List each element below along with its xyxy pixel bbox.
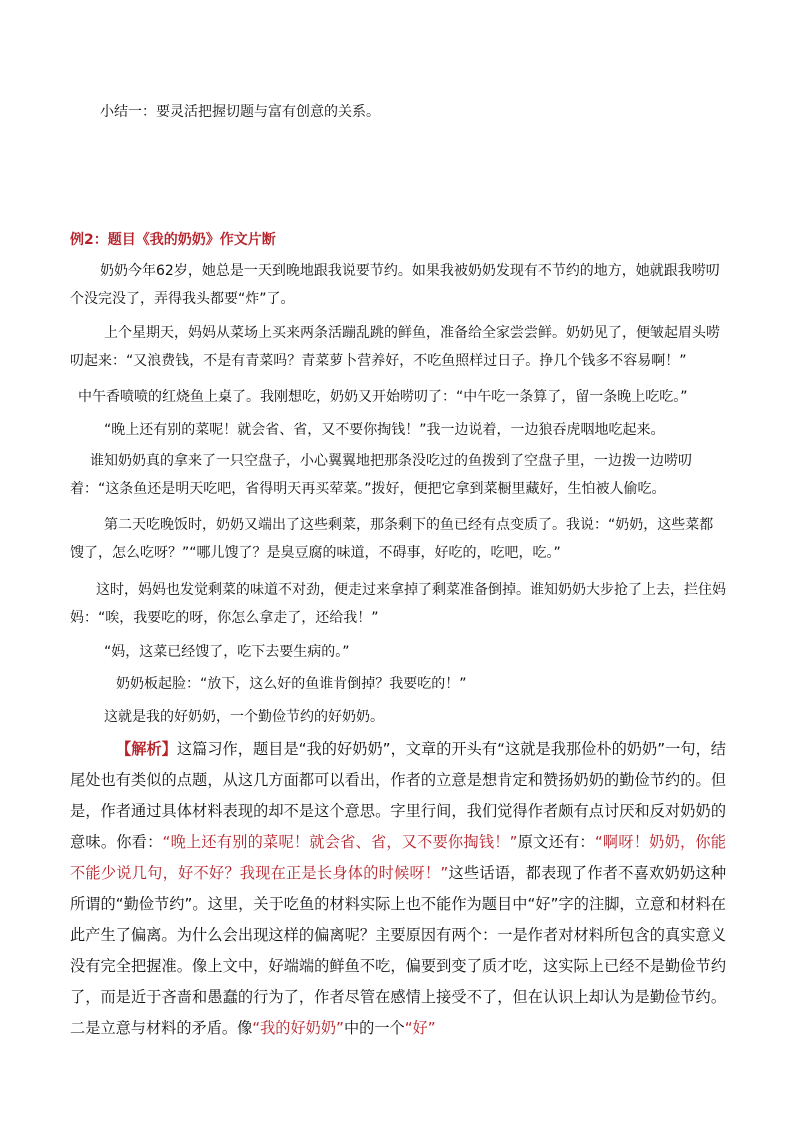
- analysis-text-1: 这篇习作，题目是“我的好奶奶”，文章的开头有“这就是我那俭朴的奶奶”一句，结尾处也有类似的点题，从这几方面都可以看出，作者的立意是想肯定和赞扬奶奶的勤俭节约的。但是，作者通过具体材料表现的却不是这个意思。字里行间，我们觉得作者颇有点讨厌和反对奶奶的意味。你看：: [70, 740, 726, 851]
- story-paragraph-3: 中午香喷喷的红烧鱼上桌了。我刚想吃，奶奶又开始唠叨了：“中午吃一条算了，留一条晚上吃吃。”: [78, 389, 688, 405]
- story-paragraph-8: “妈，这菜已经馊了，吃下去要生病的。”: [104, 644, 350, 660]
- example-title: 例2：题目《我的奶奶》作文片断: [70, 232, 276, 248]
- analysis-text-4: 中的一个: [343, 1019, 405, 1037]
- analysis-quote-1: “晚上还有别的菜呢！就会省、省，又不要你掏钱！”: [162, 833, 518, 851]
- analysis-text-2: 原文还有：: [517, 833, 595, 851]
- summary-line: 小结一：要灵活把握切题与富有创意的关系。: [100, 104, 380, 120]
- story-paragraph-10: 这就是我的好奶奶，一个勤俭节约的好奶奶。: [104, 709, 384, 725]
- analysis-tag: 【解析】: [116, 740, 177, 758]
- story-paragraph-2: 上个星期天，妈妈从菜场上买来两条活蹦乱跳的鲜鱼，准备给全家尝尝鲜。奶奶见了，便皱起眉头唠叨起来：“又浪费钱，不是有青菜吗？青菜萝卜营养好，不吃鱼照样过日子。挣几个钱多不容易啊！”: [70, 325, 720, 369]
- story-paragraph-7: 这时，妈妈也发觉剩菜的味道不对劲，便走过来拿掉了剩菜准备倒掉。谁知奶奶大步抢了上去，拦住妈妈：“唉，我要吃的呀，你怎么拿走了，还给我！”: [70, 582, 726, 626]
- story-paragraph-4: “晚上还有别的菜呢！就会省、省，又不要你掏钱！”我一边说着，一边狼吞虎咽地吃起来。: [104, 422, 665, 438]
- analysis-quote-4: “好”: [404, 1019, 436, 1037]
- story-paragraph-9: 奶奶板起脸：“放下，这么好的鱼谁肯倒掉？我要吃的！”: [116, 676, 467, 692]
- story-paragraph-1: 奶奶今年62岁，她总是一天到晚地跟我说要节约。如果我被奶奶发现有不节约的地方，她就跟我唠叨个没完没了，弄得我头都要“炸”了。: [70, 263, 720, 307]
- analysis-quote-2: “啊呀！奶奶，你能不能少说几句，好不好？我现在正是长身体的时候呀！”: [70, 833, 726, 882]
- story-paragraph-5: 谁知奶奶真的拿来了一只空盘子，小心翼翼地把那条没吃过的鱼拨到了空盘子里，一边拨一边唠叨着：“这条鱼还是明天吃吧，省得明天再买荤菜。”拨好，便把它拿到菜橱里藏好，生怕被人偷吃。: [70, 453, 692, 497]
- analysis-quote-3: “我的好奶奶”: [252, 1019, 344, 1037]
- story-paragraph-6: 第二天吃晚饭时，奶奶又端出了这些剩菜，那条剩下的鱼已经有点变质了。我说：“奶奶，这些菜都馊了，怎么吃呀？”“哪儿馊了？是臭豆腐的味道，不碍事，好吃的，吃吧，吃。”: [70, 517, 714, 561]
- analysis-paragraph: [70, 734, 726, 1044]
- analysis-text-3: 这些话语，都表现了作者不喜欢奶奶这种所谓的“勤俭节约”。这里，关于吃鱼的材料实际上也不能作为题目中“好”字的注脚，立意和材料在此产生了偏离。为什么会出现这样的偏离呢？主要原因有两个：一是作者对材料所包含的真实意义没有完全把握准。像上文中，好端端的鲜鱼不吃，偏要到变了质才吃，这实际上已经不是勤俭节约了，而是近于吝啬和愚蠢的行为了，作者尽管在感情上接受不了，但在认识上却认为是勤俭节约。二是立意与材料的矛盾。像: [70, 864, 727, 1037]
